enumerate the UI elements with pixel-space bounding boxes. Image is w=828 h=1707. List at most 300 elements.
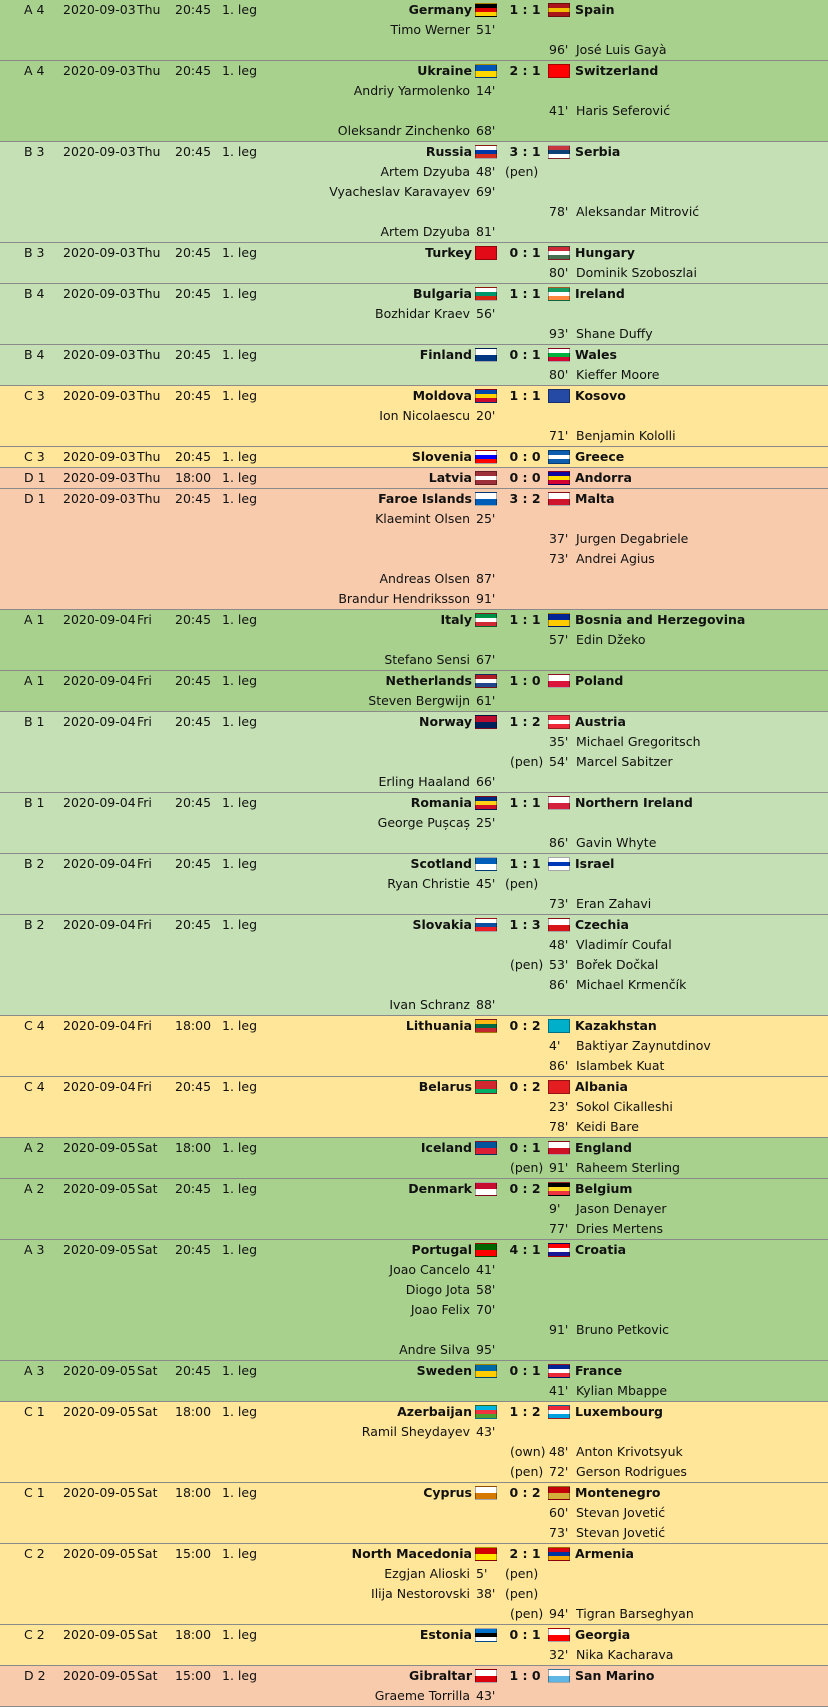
home-scorer-name: Andreas Olsen xyxy=(379,571,470,586)
home-scorer-name: Ramil Sheydayev xyxy=(361,1424,470,1439)
away-team-name: Serbia xyxy=(575,144,621,159)
leg-label: 1. leg xyxy=(222,612,257,627)
home-goal-minute: 45' xyxy=(476,876,496,891)
home-flag-icon xyxy=(475,348,497,362)
match-date: 2020-09-03 xyxy=(63,144,136,159)
group-label: A 3 xyxy=(24,1363,45,1378)
match-header-line xyxy=(0,671,828,691)
goal-event xyxy=(0,650,828,670)
away-scorer-name: Shane Duffy xyxy=(576,326,653,341)
goal-event xyxy=(0,263,828,283)
kickoff-time: 20:45 xyxy=(175,245,212,260)
leg-label: 1. leg xyxy=(222,388,257,403)
match-score: 1 : 0 xyxy=(509,673,541,688)
home-scorer-name: Graeme Torrilla xyxy=(374,1688,470,1703)
goal-event xyxy=(0,589,828,609)
group-label: C 4 xyxy=(24,1079,45,1094)
goal-event xyxy=(0,813,828,833)
match-date: 2020-09-04 xyxy=(63,917,136,932)
match-row xyxy=(0,1179,828,1240)
match-row xyxy=(0,345,828,386)
group-label: B 4 xyxy=(24,286,45,301)
goal-event xyxy=(0,691,828,711)
goal-event xyxy=(0,40,828,60)
away-flag-icon xyxy=(548,613,570,627)
home-team-name: Slovenia xyxy=(411,449,472,464)
goal-event xyxy=(0,935,828,955)
match-score: 0 : 1 xyxy=(509,245,541,260)
home-flag-icon xyxy=(475,471,497,485)
kickoff-time: 20:45 xyxy=(175,856,212,871)
home-team-name: Latvia xyxy=(428,470,472,485)
home-scorer-name: Andriy Yarmolenko xyxy=(353,83,470,98)
away-scorer-name: Benjamin Kololli xyxy=(576,428,676,443)
match-row xyxy=(0,1361,828,1402)
group-label: D 2 xyxy=(24,1668,46,1683)
home-goal-minute: 51' xyxy=(476,22,496,37)
kickoff-time: 15:00 xyxy=(175,1668,212,1683)
group-label: C 3 xyxy=(24,449,45,464)
away-team-name: Spain xyxy=(575,2,615,17)
home-team-name: Germany xyxy=(408,2,472,17)
away-scorer-name: Sokol Cikalleshi xyxy=(576,1099,673,1114)
match-header-line xyxy=(0,1016,828,1036)
goal-event xyxy=(0,1280,828,1300)
away-scorer-name: Jurgen Degabriele xyxy=(576,531,689,546)
goal-event xyxy=(0,1036,828,1056)
goal-event xyxy=(0,772,828,792)
match-score: 4 : 1 xyxy=(509,1242,541,1257)
away-team-name: Greece xyxy=(575,449,625,464)
group-label: B 3 xyxy=(24,144,45,159)
match-score: 0 : 0 xyxy=(509,470,541,485)
match-header-line xyxy=(0,1402,828,1422)
away-flag-icon xyxy=(548,492,570,506)
away-team-name: Ireland xyxy=(575,286,625,301)
home-goal-minute: 43' xyxy=(476,1424,496,1439)
home-goal-minute: 66' xyxy=(476,774,496,789)
goal-event xyxy=(0,1564,828,1584)
match-header-line xyxy=(0,284,828,304)
match-header-line xyxy=(0,1077,828,1097)
match-header-line xyxy=(0,915,828,935)
match-row xyxy=(0,1077,828,1138)
match-weekday: Fri xyxy=(137,673,152,688)
leg-label: 1. leg xyxy=(222,1242,257,1257)
leg-label: 1. leg xyxy=(222,470,257,485)
leg-label: 1. leg xyxy=(222,1140,257,1155)
leg-label: 1. leg xyxy=(222,1485,257,1500)
match-header-line xyxy=(0,1483,828,1503)
home-goal-minute: 61' xyxy=(476,693,496,708)
match-weekday: Thu xyxy=(137,470,161,485)
home-team-name: Slovakia xyxy=(412,917,472,932)
kickoff-time: 20:45 xyxy=(175,286,212,301)
home-team-name: Finland xyxy=(419,347,472,362)
goal-note: (pen) xyxy=(505,876,539,891)
goal-note: (pen) xyxy=(510,1160,544,1175)
match-weekday: Thu xyxy=(137,388,161,403)
match-row xyxy=(0,386,828,447)
match-score: 3 : 2 xyxy=(509,491,541,506)
home-scorer-name: Ryan Christie xyxy=(387,876,470,891)
group-label: A 2 xyxy=(24,1181,45,1196)
match-score: 1 : 1 xyxy=(509,856,541,871)
match-header-line xyxy=(0,854,828,874)
match-date: 2020-09-04 xyxy=(63,856,136,871)
group-label: C 4 xyxy=(24,1018,45,1033)
home-scorer-name: Stefano Sensi xyxy=(384,652,470,667)
away-flag-icon xyxy=(548,1364,570,1378)
away-scorer-name: Kylian Mbappe xyxy=(576,1383,668,1398)
away-flag-icon xyxy=(548,389,570,403)
away-team-name: Northern Ireland xyxy=(575,795,693,810)
away-goal-minute: 93' xyxy=(549,326,569,341)
match-header-line xyxy=(0,610,828,630)
away-flag-icon xyxy=(548,471,570,485)
home-scorer-name: Bozhidar Kraev xyxy=(375,306,470,321)
goal-event xyxy=(0,1219,828,1239)
kickoff-time: 20:45 xyxy=(175,347,212,362)
home-flag-icon xyxy=(475,857,497,871)
match-date: 2020-09-05 xyxy=(63,1627,136,1642)
home-team-name: Lithuania xyxy=(405,1018,472,1033)
group-label: A 1 xyxy=(24,612,45,627)
leg-label: 1. leg xyxy=(222,286,257,301)
away-scorer-name: Baktiyar Zaynutdinov xyxy=(576,1038,711,1053)
match-weekday: Thu xyxy=(137,286,161,301)
kickoff-time: 20:45 xyxy=(175,388,212,403)
leg-label: 1. leg xyxy=(222,917,257,932)
group-label: B 4 xyxy=(24,347,45,362)
goal-event xyxy=(0,406,828,426)
home-scorer-name: George Pușcaș xyxy=(377,815,470,830)
group-label: C 1 xyxy=(24,1404,45,1419)
away-goal-minute: 77' xyxy=(549,1221,569,1236)
away-goal-minute: 32' xyxy=(549,1647,569,1662)
kickoff-time: 18:00 xyxy=(175,1404,212,1419)
home-scorer-name: Erling Haaland xyxy=(378,774,470,789)
match-row xyxy=(0,915,828,1016)
match-header-line xyxy=(0,1544,828,1564)
group-label: B 2 xyxy=(24,917,45,932)
away-scorer-name: Dominik Szoboszlai xyxy=(576,265,697,280)
home-team-name: Iceland xyxy=(420,1140,472,1155)
goal-event xyxy=(0,365,828,385)
away-flag-icon xyxy=(548,1141,570,1155)
match-score: 0 : 2 xyxy=(509,1181,541,1196)
goal-event xyxy=(0,182,828,202)
goal-event xyxy=(0,1442,828,1462)
match-weekday: Fri xyxy=(137,1018,152,1033)
away-flag-icon xyxy=(548,796,570,810)
match-score: 0 : 1 xyxy=(509,1627,541,1642)
group-label: D 1 xyxy=(24,470,46,485)
match-header-line xyxy=(0,793,828,813)
match-row xyxy=(0,243,828,284)
home-flag-icon xyxy=(475,1486,497,1500)
goal-event xyxy=(0,1686,828,1706)
away-scorer-name: Nika Kacharava xyxy=(576,1647,674,1662)
goal-event xyxy=(0,630,828,650)
away-scorer-name: Raheem Sterling xyxy=(576,1160,680,1175)
leg-label: 1. leg xyxy=(222,347,257,362)
home-team-name: Azerbaijan xyxy=(397,1404,472,1419)
match-weekday: Sat xyxy=(137,1404,158,1419)
away-goal-minute: 78' xyxy=(549,204,569,219)
away-scorer-name: José Luis Gayà xyxy=(576,42,667,57)
goal-note: (own) xyxy=(510,1444,546,1459)
away-scorer-name: Gerson Rodrigues xyxy=(576,1464,687,1479)
goal-event xyxy=(0,1604,828,1624)
group-label: A 2 xyxy=(24,1140,45,1155)
goal-event xyxy=(0,732,828,752)
match-date: 2020-09-04 xyxy=(63,673,136,688)
match-header-line xyxy=(0,243,828,263)
home-team-name: Romania xyxy=(410,795,472,810)
match-weekday: Thu xyxy=(137,449,161,464)
match-header-line xyxy=(0,61,828,81)
away-team-name: Bosnia and Herzegovina xyxy=(575,612,746,627)
away-flag-icon xyxy=(548,64,570,78)
match-header-line xyxy=(0,468,828,488)
goal-note: (pen) xyxy=(505,1586,539,1601)
away-goal-minute: 72' xyxy=(549,1464,569,1479)
match-score: 1 : 1 xyxy=(509,612,541,627)
match-score: 2 : 1 xyxy=(509,1546,541,1561)
away-scorer-name: Haris Seferović xyxy=(576,103,671,118)
away-flag-icon xyxy=(548,674,570,688)
match-weekday: Fri xyxy=(137,612,152,627)
away-scorer-name: Gavin Whyte xyxy=(576,835,657,850)
away-flag-icon xyxy=(548,145,570,159)
leg-label: 1. leg xyxy=(222,673,257,688)
match-header-line xyxy=(0,447,828,467)
goal-note: (pen) xyxy=(510,1606,544,1621)
kickoff-time: 20:45 xyxy=(175,1242,212,1257)
goal-event xyxy=(0,222,828,242)
goal-event xyxy=(0,304,828,324)
away-scorer-name: Bořek Dočkal xyxy=(576,957,659,972)
match-row xyxy=(0,1402,828,1483)
match-score: 0 : 1 xyxy=(509,1140,541,1155)
home-goal-minute: 25' xyxy=(476,815,496,830)
away-flag-icon xyxy=(548,1080,570,1094)
home-flag-icon xyxy=(475,1547,497,1561)
away-goal-minute: 91' xyxy=(549,1160,569,1175)
home-goal-minute: 38' xyxy=(476,1586,496,1601)
home-flag-icon xyxy=(475,3,497,17)
away-goal-minute: 41' xyxy=(549,103,569,118)
match-date: 2020-09-05 xyxy=(63,1485,136,1500)
home-scorer-name: Joao Cancelo xyxy=(389,1262,470,1277)
away-scorer-name: Anton Krivotsyuk xyxy=(576,1444,683,1459)
kickoff-time: 20:45 xyxy=(175,612,212,627)
leg-label: 1. leg xyxy=(222,714,257,729)
group-label: A 4 xyxy=(24,63,45,78)
home-flag-icon xyxy=(475,1364,497,1378)
match-row xyxy=(0,489,828,610)
away-flag-icon xyxy=(548,1019,570,1033)
match-header-line xyxy=(0,1625,828,1645)
match-score: 0 : 1 xyxy=(509,1363,541,1378)
home-team-name: Turkey xyxy=(425,245,472,260)
group-label: C 3 xyxy=(24,388,45,403)
away-team-name: Andorra xyxy=(575,470,632,485)
group-label: B 1 xyxy=(24,714,45,729)
away-team-name: France xyxy=(575,1363,623,1378)
kickoff-time: 20:45 xyxy=(175,63,212,78)
goal-event xyxy=(0,1645,828,1665)
match-date: 2020-09-04 xyxy=(63,1018,136,1033)
match-date: 2020-09-03 xyxy=(63,2,136,17)
home-goal-minute: 56' xyxy=(476,306,496,321)
match-score: 2 : 1 xyxy=(509,63,541,78)
home-scorer-name: Andre Silva xyxy=(399,1342,470,1357)
match-score: 1 : 2 xyxy=(509,1404,541,1419)
home-flag-icon xyxy=(475,246,497,260)
away-scorer-name: Islambek Kuat xyxy=(576,1058,665,1073)
kickoff-time: 18:00 xyxy=(175,470,212,485)
away-scorer-name: Michael Gregoritsch xyxy=(576,734,701,749)
match-row xyxy=(0,1240,828,1361)
match-row xyxy=(0,610,828,671)
match-header-line xyxy=(0,1179,828,1199)
home-flag-icon xyxy=(475,1628,497,1642)
goal-event xyxy=(0,1320,828,1340)
away-goal-minute: 91' xyxy=(549,1322,569,1337)
leg-label: 1. leg xyxy=(222,449,257,464)
match-weekday: Sat xyxy=(137,1242,158,1257)
home-flag-icon xyxy=(475,1080,497,1094)
home-team-name: North Macedonia xyxy=(351,1546,472,1561)
away-goal-minute: 57' xyxy=(549,632,569,647)
match-row xyxy=(0,1666,828,1707)
home-goal-minute: 67' xyxy=(476,652,496,667)
home-scorer-name: Timo Werner xyxy=(390,22,470,37)
match-header-line xyxy=(0,1361,828,1381)
leg-label: 1. leg xyxy=(222,1627,257,1642)
match-row xyxy=(0,1483,828,1544)
match-weekday: Fri xyxy=(137,1079,152,1094)
away-team-name: San Marino xyxy=(575,1668,655,1683)
match-header-line xyxy=(0,386,828,406)
home-team-name: Scotland xyxy=(410,856,472,871)
group-label: A 3 xyxy=(24,1242,45,1257)
goal-event xyxy=(0,509,828,529)
match-score: 1 : 1 xyxy=(509,286,541,301)
group-label: C 2 xyxy=(24,1546,45,1561)
goal-event xyxy=(0,975,828,995)
kickoff-time: 20:45 xyxy=(175,491,212,506)
home-goal-minute: 58' xyxy=(476,1282,496,1297)
match-weekday: Sat xyxy=(137,1363,158,1378)
away-flag-icon xyxy=(548,1243,570,1257)
match-score: 1 : 1 xyxy=(509,2,541,17)
match-weekday: Thu xyxy=(137,347,161,362)
match-row xyxy=(0,793,828,854)
kickoff-time: 20:45 xyxy=(175,1181,212,1196)
match-date: 2020-09-03 xyxy=(63,470,136,485)
goal-event xyxy=(0,529,828,549)
match-date: 2020-09-05 xyxy=(63,1404,136,1419)
away-goal-minute: 48' xyxy=(549,1444,569,1459)
goal-event xyxy=(0,752,828,772)
kickoff-time: 20:45 xyxy=(175,795,212,810)
leg-label: 1. leg xyxy=(222,1018,257,1033)
kickoff-time: 20:45 xyxy=(175,714,212,729)
away-scorer-name: Marcel Sabitzer xyxy=(576,754,673,769)
away-flag-icon xyxy=(548,918,570,932)
goal-note: (pen) xyxy=(510,1464,544,1479)
match-row xyxy=(0,0,828,61)
match-date: 2020-09-03 xyxy=(63,63,136,78)
home-scorer-name: Klaemint Olsen xyxy=(375,511,470,526)
group-label: B 2 xyxy=(24,856,45,871)
leg-label: 1. leg xyxy=(222,856,257,871)
away-flag-icon xyxy=(548,857,570,871)
goal-note: (pen) xyxy=(505,1566,539,1581)
match-date: 2020-09-03 xyxy=(63,245,136,260)
match-row xyxy=(0,1544,828,1625)
goal-event xyxy=(0,874,828,894)
match-date: 2020-09-05 xyxy=(63,1242,136,1257)
home-goal-minute: 87' xyxy=(476,571,496,586)
match-weekday: Sat xyxy=(137,1546,158,1561)
away-flag-icon xyxy=(548,1486,570,1500)
leg-label: 1. leg xyxy=(222,491,257,506)
match-weekday: Fri xyxy=(137,856,152,871)
group-label: B 1 xyxy=(24,795,45,810)
away-goal-minute: 71' xyxy=(549,428,569,443)
kickoff-time: 15:00 xyxy=(175,1546,212,1561)
match-date: 2020-09-05 xyxy=(63,1668,136,1683)
leg-label: 1. leg xyxy=(222,1404,257,1419)
leg-label: 1. leg xyxy=(222,63,257,78)
goal-event xyxy=(0,1158,828,1178)
away-scorer-name: Tigran Barseghyan xyxy=(576,1606,694,1621)
home-flag-icon xyxy=(475,1405,497,1419)
group-label: C 2 xyxy=(24,1627,45,1642)
goal-event xyxy=(0,1584,828,1604)
match-row xyxy=(0,468,828,489)
away-team-name: England xyxy=(575,1140,632,1155)
match-row xyxy=(0,712,828,793)
away-scorer-name: Michael Krmenčík xyxy=(576,977,687,992)
home-flag-icon xyxy=(475,1669,497,1683)
home-scorer-name: Oleksandr Zinchenko xyxy=(337,123,470,138)
match-header-line xyxy=(0,1240,828,1260)
match-weekday: Thu xyxy=(137,144,161,159)
leg-label: 1. leg xyxy=(222,1668,257,1683)
home-flag-icon xyxy=(475,1243,497,1257)
kickoff-time: 18:00 xyxy=(175,1485,212,1500)
home-scorer-name: Brandur Hendriksson xyxy=(338,591,470,606)
home-scorer-name: Vyacheslav Karavayev xyxy=(329,184,470,199)
match-weekday: Fri xyxy=(137,795,152,810)
home-team-name: Portugal xyxy=(411,1242,472,1257)
home-flag-icon xyxy=(475,64,497,78)
group-label: C 1 xyxy=(24,1485,45,1500)
kickoff-time: 18:00 xyxy=(175,1627,212,1642)
away-scorer-name: Stevan Jovetić xyxy=(576,1505,666,1520)
away-goal-minute: 35' xyxy=(549,734,569,749)
home-flag-icon xyxy=(475,796,497,810)
leg-label: 1. leg xyxy=(222,144,257,159)
home-team-name: Bulgaria xyxy=(413,286,472,301)
group-label: D 1 xyxy=(24,491,46,506)
away-flag-icon xyxy=(548,1669,570,1683)
